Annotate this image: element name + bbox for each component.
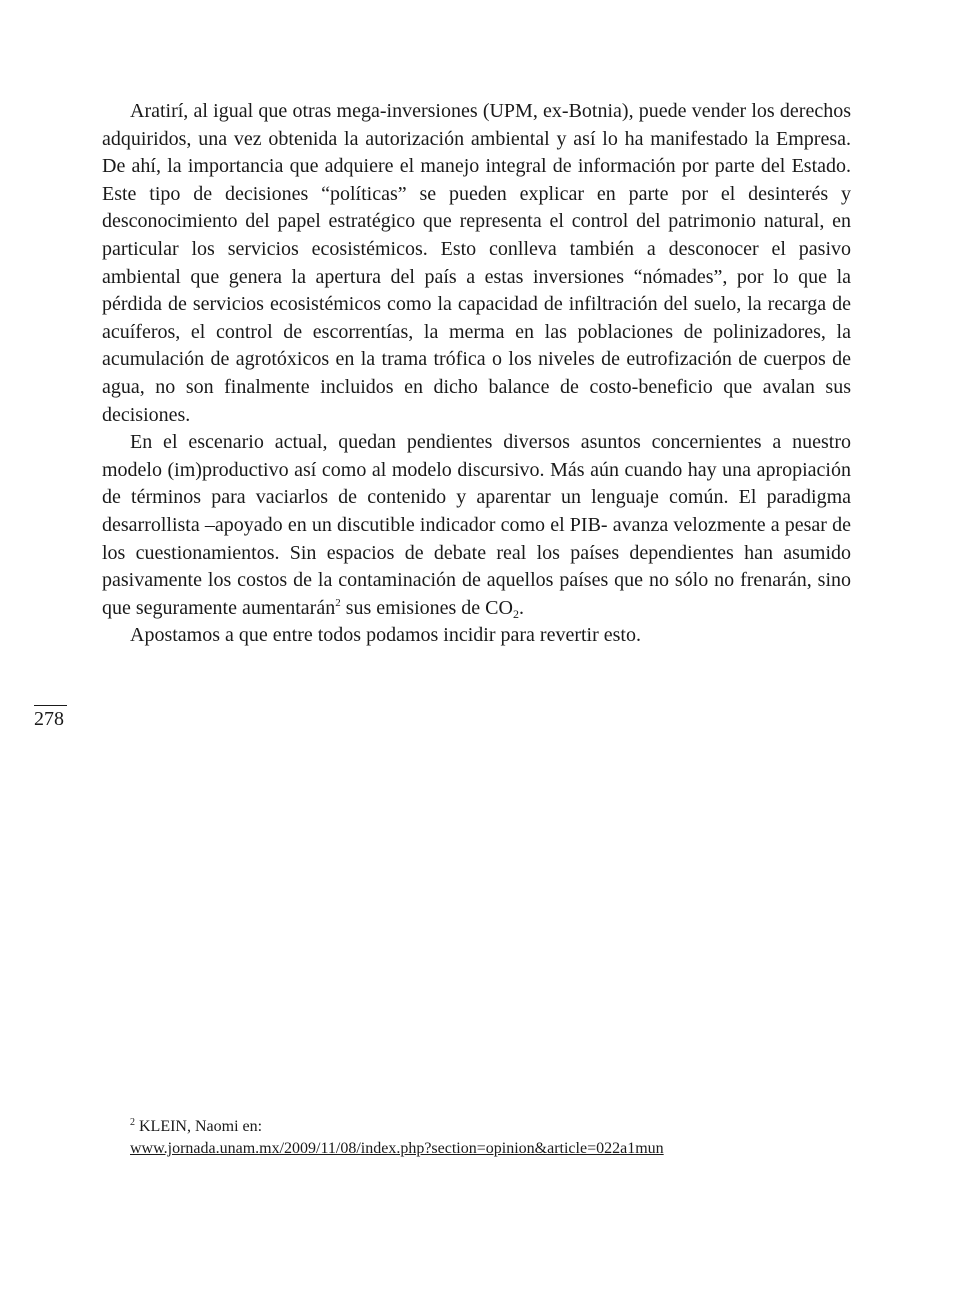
co2-subscript: 2: [512, 606, 519, 621]
body-text: [102, 98, 851, 650]
footnote: [130, 1116, 830, 1160]
paragraph-2-end: .: [518, 596, 524, 619]
footnote-url-link[interactable]: www.jornada.unam.mx/2009/11/08/index.php?section=opinion&article=022a1mun: [130, 1140, 664, 1157]
footnote-author-line: [130, 1116, 830, 1138]
paragraph-2-text-continued: sus emisiones de CO: [340, 596, 513, 619]
paragraph-3: Apostamos a que entre todos podamos incidir para revertir esto.: [130, 624, 641, 647]
paragraph-2-text: En el escenario actual, quedan pendientes diversos asuntos concernientes a nuestro modelo (im)productivo así como al modelo discursivo. Más aún cuando hay una apropiación de términos para vaciarlos de contenido y aparentar un lenguaje común. El paradigma desarrollista –apoyado en un discutible indicador como el PIB- avanza velozmente a pesar de los cuestionamientos. Sin espacios de debate real los países dependientes han asumido pasivamente los costos de la contaminación de aquellos países que no sólo no frenarán, sino que seguramente aumentarán: [102, 431, 851, 619]
footnote-mark: 2: [130, 1117, 135, 1128]
paragraph-1: Aratirí, al igual que otras mega-inversiones (UPM, ex-Botnia), puede vender los derechos adquiridos, una vez obtenida la autorización ambiental y así lo ha manifestado la Empresa. De ahí, la importancia que adquiere el manejo integral de información por parte del Estado. Este tipo de decisiones “políticas” se pueden explicar en parte por el desinterés y desconocimiento del papel estratégico que representa el control del patrimonio natural, en particular los servicios ecosistémicos. Esto conlleva también a desconocer el pasivo ambiental que genera la apertura del país a estas inversiones “nómades”, por lo que la pérdida de servicios ecosistémicos como la capacidad de infiltración del suelo, la recarga de acuíferos, el control de escorrentías, la merma en las poblaciones de polinizadores, la acumulación de agrotóxicos en la trama trófica o los niveles de eutrofización de cuerpos de agua, no son finalmente incluidos en dicho balance de costo-beneficio que avalan sus decisiones.: [102, 100, 851, 426]
paragraph-2: [102, 429, 851, 622]
footnote-author: KLEIN, Naomi en:: [139, 1118, 263, 1135]
page-number: 278: [34, 708, 64, 730]
footnote-url-line: [130, 1138, 830, 1160]
footnote-reference-mark[interactable]: 2: [335, 596, 341, 609]
